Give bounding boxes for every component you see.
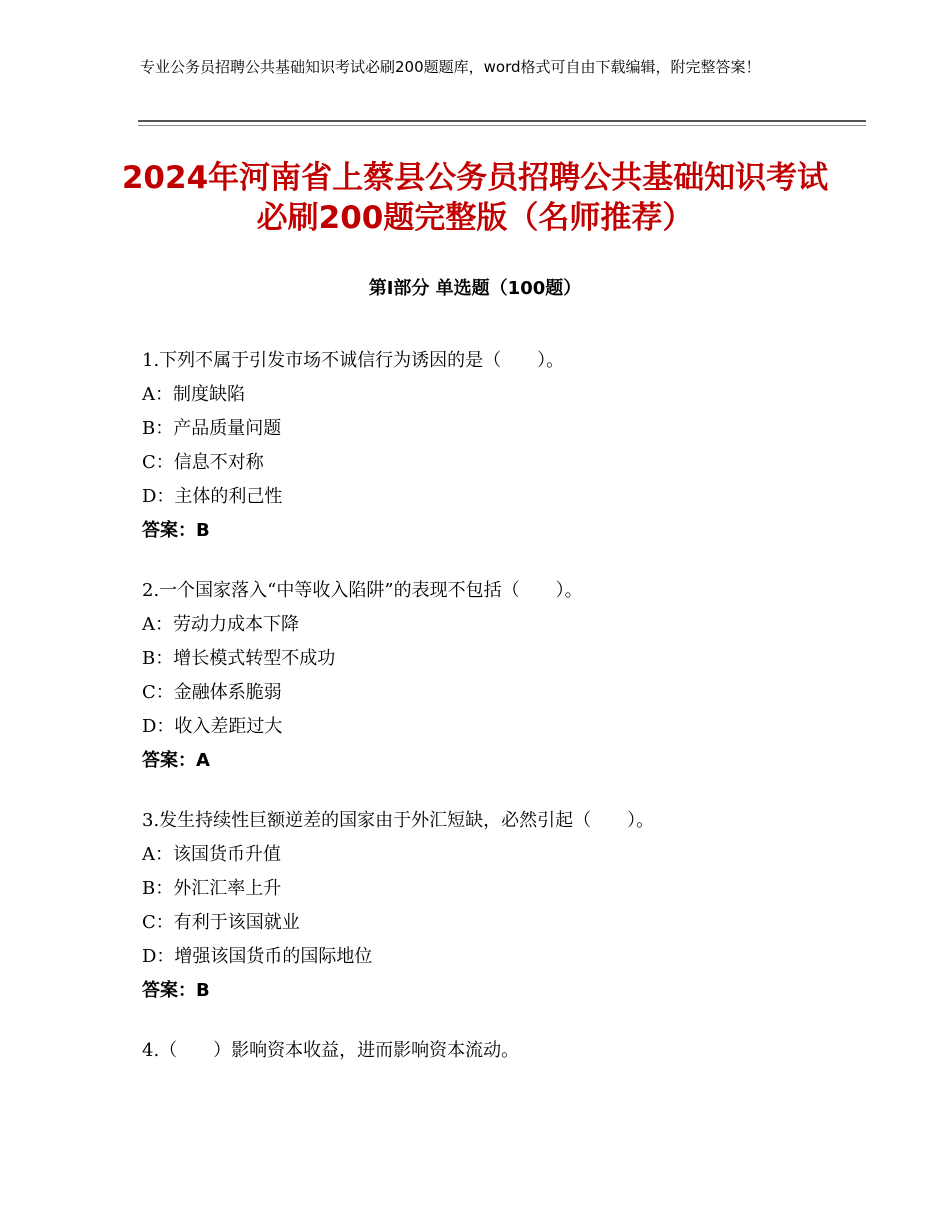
option-d: D：增强该国货币的国际地位 — [142, 946, 373, 967]
question-3 — [142, 804, 832, 1008]
question-stem: 2.一个国家落入“中等收入陷阱”的表现不包括（ ）。 — [142, 580, 583, 601]
question-stem: 1.下列不属于引发市场不诚信行为诱因的是（ ）。 — [142, 350, 565, 371]
header-note: 专业公务员招聘公共基础知识考试必刷200题题库，word格式可自由下载编辑，附完整答案！ — [140, 58, 761, 76]
header-divider-thick — [138, 120, 866, 122]
option-a: A：制度缺陷 — [142, 384, 245, 405]
option-c: C：信息不对称 — [142, 452, 264, 473]
document-title: 2024年河南省上蔡县公务员招聘公共基础知识考试必刷200题完整版（名师推荐） — [121, 160, 829, 236]
option-b: B：产品质量问题 — [142, 418, 282, 439]
option-d: D：收入差距过大 — [142, 716, 283, 737]
header-divider-thin — [138, 125, 866, 126]
answer: 答案：B — [142, 980, 210, 1001]
option-c: C：有利于该国就业 — [142, 912, 300, 933]
option-a: A：该国货币升值 — [142, 844, 281, 865]
answer: 答案：A — [142, 750, 210, 771]
option-b: B：增长模式转型不成功 — [142, 648, 336, 669]
question-4 — [142, 1034, 832, 1068]
question-list — [142, 344, 832, 1094]
question-1 — [142, 344, 832, 548]
option-c: C：金融体系脆弱 — [142, 682, 282, 703]
option-d: D：主体的利己性 — [142, 486, 283, 507]
question-stem: 3.发生持续性巨额逆差的国家由于外汇短缺，必然引起（ ）。 — [142, 810, 655, 831]
answer: 答案：B — [142, 520, 210, 541]
question-2 — [142, 574, 832, 778]
option-a: A：劳动力成本下降 — [142, 614, 299, 635]
section-title: 第Ⅰ部分 单选题（100题） — [368, 278, 582, 299]
option-b: B：外汇汇率上升 — [142, 878, 282, 899]
question-stem: 4.（ ）影响资本收益，进而影响资本流动。 — [142, 1040, 520, 1061]
